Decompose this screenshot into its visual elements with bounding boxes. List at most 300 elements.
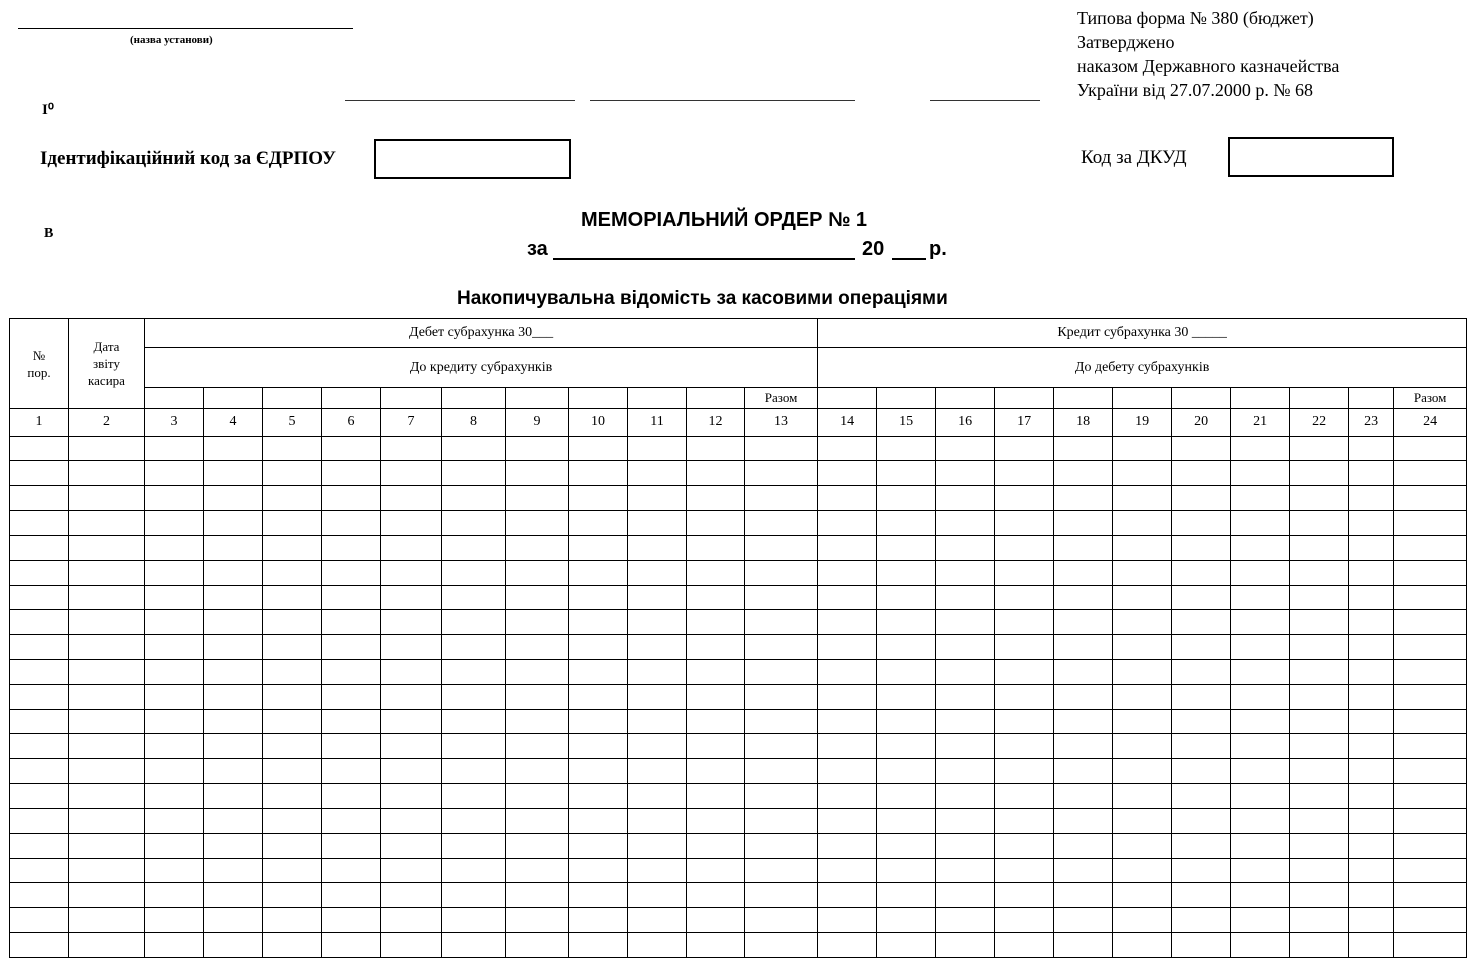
debit-account-cell[interactable] — [322, 387, 381, 408]
ledger-cell[interactable] — [1349, 759, 1394, 784]
ledger-cell[interactable] — [1172, 709, 1231, 734]
ledger-cell[interactable] — [381, 883, 442, 908]
ledger-cell[interactable] — [506, 660, 569, 685]
ledger-cell[interactable] — [381, 759, 442, 784]
ledger-cell[interactable] — [877, 858, 936, 883]
ledger-cell[interactable] — [1054, 908, 1113, 933]
ledger-cell[interactable] — [569, 833, 628, 858]
edrpou-input[interactable] — [374, 139, 571, 179]
ledger-cell[interactable] — [204, 858, 263, 883]
ledger-cell[interactable] — [936, 635, 995, 660]
ledger-cell[interactable] — [1349, 709, 1394, 734]
ledger-cell[interactable] — [1349, 684, 1394, 709]
ledger-cell[interactable] — [687, 784, 745, 809]
ledger-cell[interactable] — [628, 585, 687, 610]
ledger-cell[interactable] — [1231, 511, 1290, 536]
ledger-cell[interactable] — [442, 461, 506, 486]
ledger-cell[interactable] — [1172, 759, 1231, 784]
ledger-cell[interactable] — [1349, 535, 1394, 560]
ledger-cell[interactable] — [145, 486, 204, 511]
ledger-cell[interactable] — [1231, 858, 1290, 883]
ledger-cell[interactable] — [877, 883, 936, 908]
ledger-cell[interactable] — [442, 585, 506, 610]
ledger-cell[interactable] — [1349, 883, 1394, 908]
ledger-cell[interactable] — [936, 486, 995, 511]
ledger-cell[interactable] — [936, 883, 995, 908]
ledger-cell[interactable] — [204, 585, 263, 610]
ledger-cell[interactable] — [1231, 933, 1290, 958]
ledger-cell[interactable] — [1290, 734, 1349, 759]
ledger-cell[interactable] — [506, 560, 569, 585]
ledger-cell[interactable] — [1349, 635, 1394, 660]
ledger-cell[interactable] — [1349, 436, 1394, 461]
ledger-cell[interactable] — [506, 833, 569, 858]
ledger-cell[interactable] — [506, 610, 569, 635]
ledger-cell[interactable] — [1394, 560, 1467, 585]
ledger-cell[interactable] — [569, 635, 628, 660]
ledger-cell[interactable] — [995, 461, 1054, 486]
ledger-cell[interactable] — [877, 734, 936, 759]
ledger-cell[interactable] — [1113, 436, 1172, 461]
ledger-cell[interactable] — [1054, 610, 1113, 635]
ledger-cell[interactable] — [569, 436, 628, 461]
ledger-cell[interactable] — [1113, 709, 1172, 734]
ledger-cell[interactable] — [1231, 660, 1290, 685]
ledger-cell[interactable] — [818, 908, 877, 933]
ledger-cell[interactable] — [204, 511, 263, 536]
ledger-cell[interactable] — [1394, 511, 1467, 536]
ledger-cell[interactable] — [1290, 684, 1349, 709]
ledger-cell[interactable] — [995, 858, 1054, 883]
ledger-cell[interactable] — [442, 808, 506, 833]
ledger-cell[interactable] — [936, 436, 995, 461]
ledger-cell[interactable] — [381, 486, 442, 511]
ledger-cell[interactable] — [818, 511, 877, 536]
ledger-cell[interactable] — [995, 933, 1054, 958]
ledger-cell[interactable] — [381, 858, 442, 883]
ledger-cell[interactable] — [145, 808, 204, 833]
ledger-cell[interactable] — [1172, 833, 1231, 858]
ledger-cell[interactable] — [322, 883, 381, 908]
ledger-cell[interactable] — [1349, 784, 1394, 809]
ledger-cell[interactable] — [687, 833, 745, 858]
ledger-cell[interactable] — [877, 436, 936, 461]
ledger-cell[interactable] — [263, 734, 322, 759]
ledger-cell[interactable] — [1290, 660, 1349, 685]
ledger-cell[interactable] — [936, 585, 995, 610]
ledger-cell[interactable] — [204, 784, 263, 809]
ledger-cell[interactable] — [877, 759, 936, 784]
ledger-cell[interactable] — [687, 908, 745, 933]
debit-account-cell[interactable] — [263, 387, 322, 408]
ledger-cell[interactable] — [381, 660, 442, 685]
ledger-cell[interactable] — [1231, 461, 1290, 486]
ledger-cell[interactable] — [1231, 808, 1290, 833]
ledger-cell[interactable] — [69, 461, 145, 486]
ledger-cell[interactable] — [818, 585, 877, 610]
ledger-cell[interactable] — [1113, 933, 1172, 958]
ledger-cell[interactable] — [506, 486, 569, 511]
ledger-cell[interactable] — [442, 511, 506, 536]
ledger-cell[interactable] — [145, 709, 204, 734]
ledger-cell[interactable] — [569, 660, 628, 685]
ledger-cell[interactable] — [1113, 784, 1172, 809]
ledger-cell[interactable] — [442, 560, 506, 585]
ledger-cell[interactable] — [10, 684, 69, 709]
ledger-cell[interactable] — [1290, 784, 1349, 809]
ledger-cell[interactable] — [10, 535, 69, 560]
ledger-cell[interactable] — [381, 908, 442, 933]
ledger-cell[interactable] — [322, 734, 381, 759]
ledger-cell[interactable] — [1054, 461, 1113, 486]
ledger-cell[interactable] — [1054, 808, 1113, 833]
ledger-cell[interactable] — [1394, 759, 1467, 784]
ledger-cell[interactable] — [10, 709, 69, 734]
ledger-cell[interactable] — [1054, 560, 1113, 585]
ledger-cell[interactable] — [322, 486, 381, 511]
ledger-cell[interactable] — [1172, 908, 1231, 933]
ledger-cell[interactable] — [1172, 585, 1231, 610]
ledger-cell[interactable] — [1172, 486, 1231, 511]
ledger-cell[interactable] — [745, 684, 818, 709]
debit-account-cell[interactable] — [145, 387, 204, 408]
ledger-cell[interactable] — [1290, 808, 1349, 833]
credit-account-cell[interactable] — [1231, 387, 1290, 408]
ledger-cell[interactable] — [145, 684, 204, 709]
ledger-cell[interactable] — [506, 684, 569, 709]
ledger-cell[interactable] — [381, 436, 442, 461]
ledger-cell[interactable] — [10, 585, 69, 610]
ledger-cell[interactable] — [628, 908, 687, 933]
ledger-cell[interactable] — [1349, 808, 1394, 833]
ledger-cell[interactable] — [569, 784, 628, 809]
ledger-cell[interactable] — [263, 560, 322, 585]
ledger-cell[interactable] — [263, 858, 322, 883]
ledger-cell[interactable] — [263, 684, 322, 709]
ledger-cell[interactable] — [442, 660, 506, 685]
credit-account-cell[interactable] — [936, 387, 995, 408]
ledger-cell[interactable] — [1394, 660, 1467, 685]
ledger-cell[interactable] — [818, 734, 877, 759]
ledger-cell[interactable] — [1231, 486, 1290, 511]
ledger-cell[interactable] — [745, 709, 818, 734]
ledger-cell[interactable] — [995, 436, 1054, 461]
ledger-cell[interactable] — [995, 759, 1054, 784]
ledger-cell[interactable] — [1349, 511, 1394, 536]
credit-account-cell[interactable] — [1290, 387, 1349, 408]
ledger-cell[interactable] — [628, 709, 687, 734]
ledger-cell[interactable] — [145, 883, 204, 908]
ledger-cell[interactable] — [1172, 560, 1231, 585]
ledger-cell[interactable] — [877, 635, 936, 660]
ledger-cell[interactable] — [322, 784, 381, 809]
ledger-cell[interactable] — [1054, 833, 1113, 858]
ledger-cell[interactable] — [1231, 436, 1290, 461]
ledger-cell[interactable] — [628, 660, 687, 685]
ledger-cell[interactable] — [204, 684, 263, 709]
ledger-cell[interactable] — [1394, 684, 1467, 709]
ledger-cell[interactable] — [145, 535, 204, 560]
ledger-cell[interactable] — [69, 610, 145, 635]
ledger-cell[interactable] — [442, 784, 506, 809]
ledger-cell[interactable] — [1231, 908, 1290, 933]
ledger-cell[interactable] — [204, 610, 263, 635]
ledger-cell[interactable] — [204, 833, 263, 858]
ledger-cell[interactable] — [69, 908, 145, 933]
ledger-cell[interactable] — [745, 535, 818, 560]
ledger-cell[interactable] — [69, 436, 145, 461]
ledger-cell[interactable] — [69, 709, 145, 734]
ledger-cell[interactable] — [1113, 858, 1172, 883]
ledger-cell[interactable] — [936, 858, 995, 883]
ledger-cell[interactable] — [628, 610, 687, 635]
ledger-cell[interactable] — [263, 784, 322, 809]
ledger-cell[interactable] — [381, 511, 442, 536]
ledger-cell[interactable] — [1394, 808, 1467, 833]
ledger-cell[interactable] — [1394, 436, 1467, 461]
ledger-cell[interactable] — [1113, 511, 1172, 536]
ledger-cell[interactable] — [10, 908, 69, 933]
ledger-cell[interactable] — [506, 511, 569, 536]
ledger-cell[interactable] — [877, 684, 936, 709]
ledger-cell[interactable] — [818, 858, 877, 883]
ledger-cell[interactable] — [569, 759, 628, 784]
ledger-cell[interactable] — [877, 808, 936, 833]
ledger-cell[interactable] — [322, 808, 381, 833]
ledger-cell[interactable] — [263, 808, 322, 833]
ledger-cell[interactable] — [10, 610, 69, 635]
ledger-cell[interactable] — [1290, 833, 1349, 858]
ledger-cell[interactable] — [877, 709, 936, 734]
ledger-cell[interactable] — [745, 436, 818, 461]
ledger-cell[interactable] — [442, 734, 506, 759]
ledger-cell[interactable] — [145, 734, 204, 759]
ledger-cell[interactable] — [628, 535, 687, 560]
ledger-cell[interactable] — [995, 908, 1054, 933]
ledger-cell[interactable] — [442, 535, 506, 560]
ledger-cell[interactable] — [995, 610, 1054, 635]
ledger-cell[interactable] — [322, 709, 381, 734]
ledger-cell[interactable] — [1394, 734, 1467, 759]
ledger-cell[interactable] — [1054, 684, 1113, 709]
ledger-cell[interactable] — [745, 784, 818, 809]
ledger-cell[interactable] — [1290, 560, 1349, 585]
ledger-cell[interactable] — [145, 560, 204, 585]
ledger-cell[interactable] — [569, 908, 628, 933]
ledger-cell[interactable] — [69, 486, 145, 511]
ledger-cell[interactable] — [1349, 833, 1394, 858]
ledger-cell[interactable] — [69, 734, 145, 759]
ledger-cell[interactable] — [69, 833, 145, 858]
ledger-cell[interactable] — [1231, 560, 1290, 585]
ledger-cell[interactable] — [745, 833, 818, 858]
credit-account-cell[interactable] — [877, 387, 936, 408]
ledger-cell[interactable] — [1349, 734, 1394, 759]
ledger-cell[interactable] — [322, 908, 381, 933]
ledger-cell[interactable] — [442, 933, 506, 958]
ledger-cell[interactable] — [145, 436, 204, 461]
ledger-cell[interactable] — [1172, 535, 1231, 560]
ledger-cell[interactable] — [569, 560, 628, 585]
ledger-cell[interactable] — [1231, 833, 1290, 858]
ledger-cell[interactable] — [1394, 933, 1467, 958]
ledger-cell[interactable] — [442, 858, 506, 883]
credit-account-cell[interactable] — [818, 387, 877, 408]
ledger-cell[interactable] — [1290, 511, 1349, 536]
ledger-cell[interactable] — [506, 784, 569, 809]
ledger-cell[interactable] — [628, 560, 687, 585]
ledger-cell[interactable] — [322, 560, 381, 585]
ledger-cell[interactable] — [506, 585, 569, 610]
ledger-cell[interactable] — [687, 709, 745, 734]
ledger-cell[interactable] — [263, 610, 322, 635]
ledger-cell[interactable] — [322, 833, 381, 858]
ledger-cell[interactable] — [204, 734, 263, 759]
ledger-cell[interactable] — [877, 461, 936, 486]
ledger-cell[interactable] — [1231, 585, 1290, 610]
ledger-cell[interactable] — [569, 585, 628, 610]
ledger-cell[interactable] — [381, 709, 442, 734]
ledger-cell[interactable] — [687, 436, 745, 461]
ledger-cell[interactable] — [69, 535, 145, 560]
ledger-cell[interactable] — [628, 635, 687, 660]
ledger-cell[interactable] — [745, 808, 818, 833]
ledger-cell[interactable] — [628, 461, 687, 486]
ledger-cell[interactable] — [1054, 709, 1113, 734]
ledger-cell[interactable] — [569, 858, 628, 883]
ledger-cell[interactable] — [442, 833, 506, 858]
ledger-cell[interactable] — [745, 883, 818, 908]
ledger-cell[interactable] — [995, 585, 1054, 610]
ledger-cell[interactable] — [263, 660, 322, 685]
ledger-cell[interactable] — [1113, 684, 1172, 709]
ledger-cell[interactable] — [1349, 585, 1394, 610]
ledger-cell[interactable] — [877, 660, 936, 685]
ledger-cell[interactable] — [145, 833, 204, 858]
ledger-cell[interactable] — [204, 486, 263, 511]
ledger-cell[interactable] — [818, 784, 877, 809]
ledger-cell[interactable] — [936, 759, 995, 784]
ledger-cell[interactable] — [10, 734, 69, 759]
ledger-cell[interactable] — [569, 535, 628, 560]
ledger-cell[interactable] — [818, 436, 877, 461]
ledger-cell[interactable] — [936, 709, 995, 734]
ledger-cell[interactable] — [69, 511, 145, 536]
ledger-cell[interactable] — [10, 660, 69, 685]
ledger-cell[interactable] — [936, 933, 995, 958]
ledger-cell[interactable] — [1290, 759, 1349, 784]
ledger-cell[interactable] — [995, 560, 1054, 585]
ledger-cell[interactable] — [263, 511, 322, 536]
ledger-cell[interactable] — [745, 610, 818, 635]
ledger-cell[interactable] — [745, 660, 818, 685]
ledger-cell[interactable] — [263, 709, 322, 734]
ledger-cell[interactable] — [995, 734, 1054, 759]
ledger-cell[interactable] — [628, 759, 687, 784]
ledger-cell[interactable] — [818, 635, 877, 660]
ledger-cell[interactable] — [687, 560, 745, 585]
ledger-cell[interactable] — [569, 883, 628, 908]
ledger-cell[interactable] — [204, 883, 263, 908]
ledger-cell[interactable] — [687, 759, 745, 784]
ledger-cell[interactable] — [1394, 635, 1467, 660]
ledger-cell[interactable] — [69, 635, 145, 660]
ledger-cell[interactable] — [818, 610, 877, 635]
credit-account-cell[interactable] — [1113, 387, 1172, 408]
ledger-cell[interactable] — [1290, 535, 1349, 560]
order-date-field[interactable] — [553, 258, 855, 260]
ledger-cell[interactable] — [818, 759, 877, 784]
ledger-cell[interactable] — [995, 486, 1054, 511]
ledger-cell[interactable] — [628, 858, 687, 883]
ledger-cell[interactable] — [381, 684, 442, 709]
ledger-cell[interactable] — [381, 535, 442, 560]
ledger-cell[interactable] — [628, 684, 687, 709]
ledger-cell[interactable] — [745, 933, 818, 958]
ledger-cell[interactable] — [1172, 660, 1231, 685]
ledger-cell[interactable] — [687, 660, 745, 685]
ledger-cell[interactable] — [1290, 486, 1349, 511]
ledger-cell[interactable] — [69, 759, 145, 784]
ledger-cell[interactable] — [628, 436, 687, 461]
ledger-cell[interactable] — [1231, 883, 1290, 908]
ledger-cell[interactable] — [10, 784, 69, 809]
ledger-cell[interactable] — [995, 808, 1054, 833]
ledger-cell[interactable] — [1290, 436, 1349, 461]
ledger-cell[interactable] — [569, 511, 628, 536]
ledger-cell[interactable] — [69, 858, 145, 883]
credit-account-cell[interactable] — [1054, 387, 1113, 408]
ledger-cell[interactable] — [877, 610, 936, 635]
ledger-cell[interactable] — [442, 436, 506, 461]
ledger-cell[interactable] — [381, 784, 442, 809]
ledger-cell[interactable] — [818, 461, 877, 486]
ledger-cell[interactable] — [506, 635, 569, 660]
ledger-cell[interactable] — [1290, 883, 1349, 908]
ledger-cell[interactable] — [263, 635, 322, 660]
institution-name-line[interactable] — [18, 28, 353, 29]
ledger-cell[interactable] — [322, 585, 381, 610]
ledger-cell[interactable] — [1290, 908, 1349, 933]
ledger-cell[interactable] — [381, 610, 442, 635]
ledger-cell[interactable] — [687, 585, 745, 610]
ledger-cell[interactable] — [1054, 511, 1113, 536]
ledger-cell[interactable] — [204, 808, 263, 833]
ledger-cell[interactable] — [381, 635, 442, 660]
ledger-cell[interactable] — [1113, 610, 1172, 635]
ledger-cell[interactable] — [204, 535, 263, 560]
ledger-cell[interactable] — [936, 908, 995, 933]
ledger-cell[interactable] — [877, 560, 936, 585]
ledger-cell[interactable] — [10, 635, 69, 660]
ledger-cell[interactable] — [69, 560, 145, 585]
ledger-cell[interactable] — [1231, 784, 1290, 809]
ledger-cell[interactable] — [1231, 734, 1290, 759]
ledger-cell[interactable] — [506, 808, 569, 833]
ledger-cell[interactable] — [818, 660, 877, 685]
ledger-cell[interactable] — [1394, 585, 1467, 610]
ledger-cell[interactable] — [1349, 486, 1394, 511]
ledger-cell[interactable] — [818, 486, 877, 511]
ledger-cell[interactable] — [1349, 660, 1394, 685]
ledger-cell[interactable] — [687, 933, 745, 958]
ledger-cell[interactable] — [69, 660, 145, 685]
ledger-cell[interactable] — [745, 635, 818, 660]
ledger-cell[interactable] — [145, 908, 204, 933]
ledger-cell[interactable] — [204, 560, 263, 585]
ledger-cell[interactable] — [1394, 908, 1467, 933]
ledger-cell[interactable] — [204, 709, 263, 734]
